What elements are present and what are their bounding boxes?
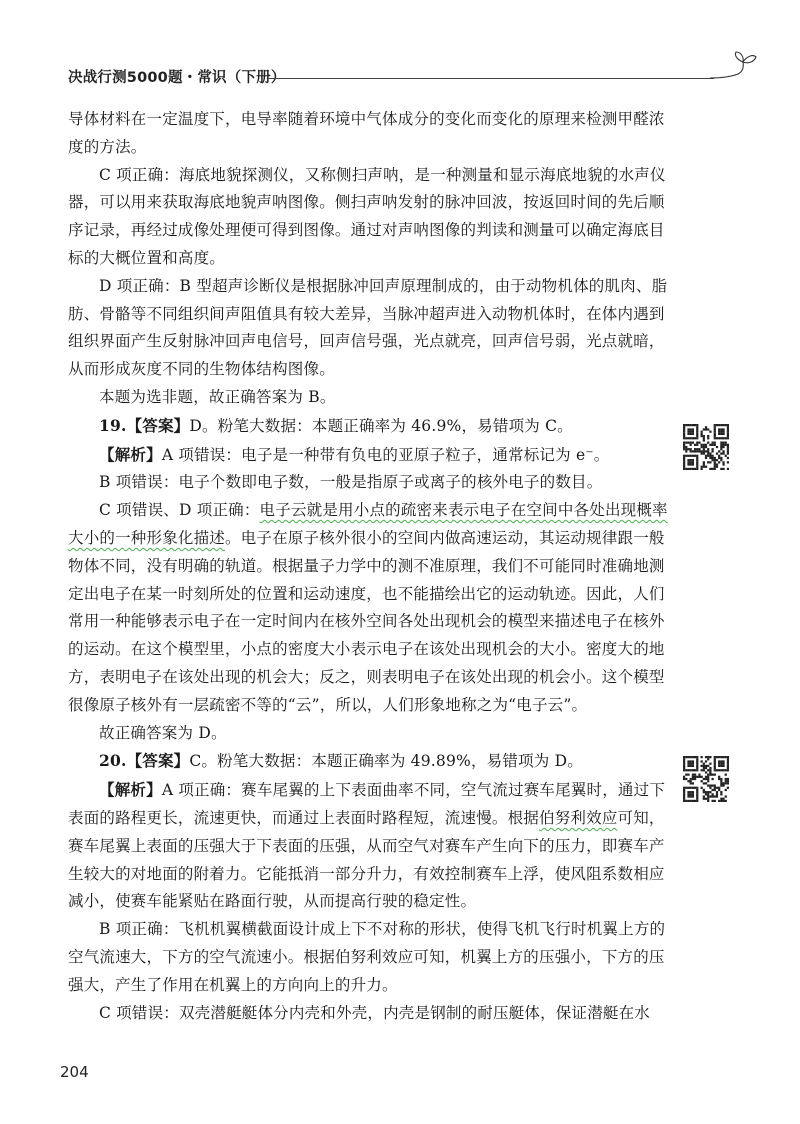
paragraph-text: A 项正确：赛车尾翼的上下表面曲率不同，空气流过赛车尾翼时，通过下表面的路程更长，流速更快，而通过上表面时路程短，流速慢。根据 xyxy=(68,781,666,827)
paragraph-text: C 项正确：海底地貌探测仪，又称侧扫声呐，是一种测量和显示海底地貌的水声仪器，可以用来获取海底地貌声呐图像。侧扫声呐发射的脉冲回波，按返回时间的先后顺序记录，再经过成像处理便可得到图像。通过对声呐图像的判读和测量可以确定海底目标的大概位置和高度。 xyxy=(68,165,666,267)
paragraph-text: C 项错误：双壳潜艇艇体分内壳和外壳，内壳是钢制的耐压艇体，保证潜艇在水 xyxy=(99,1003,650,1022)
paragraph xyxy=(68,469,668,497)
answer-label: 19.【答案】 xyxy=(99,415,190,435)
qr-code-icon[interactable] xyxy=(683,424,729,470)
qr-code-icon[interactable] xyxy=(683,756,729,802)
sprout-icon xyxy=(708,50,758,84)
page-header xyxy=(68,64,758,88)
paragraph xyxy=(68,384,668,412)
paragraph-text: 故正确答案为 D。 xyxy=(99,723,227,742)
header-title: 决战行测5000题・常识（下册） xyxy=(68,70,286,86)
paragraph-text: C 项错误、D 项正确： xyxy=(99,501,260,520)
paragraph-text: 导体材料在一定温度下，电导率随着环境中气体成分的变化而变化的原理来检测甲醛浓度的方法。 xyxy=(68,110,665,156)
paragraph-text: 本题为选非题，故正确答案为 B。 xyxy=(99,387,336,406)
answer-label: 20.【答案】 xyxy=(99,751,190,771)
paragraph xyxy=(68,720,668,748)
paragraph-text: B 项错误：电子个数即电子数，一般是指原子或离子的核外电子的数目。 xyxy=(99,473,603,492)
paragraph xyxy=(68,162,668,273)
main-text xyxy=(68,106,668,1027)
answer-label: 【解析】 xyxy=(99,780,162,800)
paragraph xyxy=(68,747,668,776)
paragraph xyxy=(68,412,668,441)
paragraph xyxy=(68,441,668,470)
paragraph-text: D。粉笔大数据：本题正确率为 46.9%，易错项为 C。 xyxy=(189,416,573,435)
highlighted-text: 电子云就是用小点的疏密来表示电子在空间中各处出现概率大小的一种形象化描述 xyxy=(68,501,668,547)
paragraph-text: B 项正确：飞机机翼横截面设计成上下不对称的形状，使得飞机飞行时机翼上方的空气流速大，下方的空气流速小。根据伯努利效应可知，机翼上方的压强小，下方的压强大，产生了作用在机翼上的方向向上的升力。 xyxy=(68,920,666,994)
answer-label: 【解析】 xyxy=(99,444,162,464)
paragraph xyxy=(68,106,668,162)
paragraph xyxy=(68,497,668,719)
paragraph xyxy=(68,916,668,999)
highlighted-text: 伯努利效应 xyxy=(539,808,618,827)
paragraph xyxy=(68,1000,668,1028)
paragraph xyxy=(68,273,668,384)
paragraph-text: 可知，赛车尾翼上表面的压强大于下表面的压强，从而空气对赛车产生向下的压力，即赛车产生较大的对地面的附着力。它能抵消一部分升力，有效控制赛车上浮，使风阻系数相应减小，使赛车能紧贴在路面行驶，从而提高行驶的稳定性。 xyxy=(68,808,665,911)
paragraph-text: D 项正确：B 型超声诊断仪是根据脉冲回声原理制成的，由于动物机体的肌肉、脂肪、骨骼等不同组织间声阻值具有较大差异，当脉冲超声进入动物机体时，在体内遇到组织界面产生反射脉冲回声电信号，回声信号强，光点就亮，回声信号弱，光点就暗，从而形成灰度不同的生物体结构图像。 xyxy=(68,276,668,379)
page-number: 204 xyxy=(60,1063,89,1081)
paragraph-text: 。电子在原子核外很小的空间内做高速运动，其运动规律跟一般物体不同，没有明确的轨道。根据量子力学中的测不准原理，我们不可能同时准确地测定出电子在某一时刻所处的位置和运动速度，也不能描绘出它的运动轨迹。因此，人们常用一种能够表示电子在一定时间内在核外空间各处出现机会的模型来描述电子在核外的运动。在这个模型里，小点的密度大小表示电子在该处出现机会的大小。密度大的地方，表明电子在该处出现的机会大；反之，则表明电子在该处出现的机会小。这个模型很像原子核外有一层疏密不等的“云”，所以，人们形象地称之为“电子云”。 xyxy=(68,528,665,714)
header-rule xyxy=(268,78,714,79)
paragraph-text: C。粉笔大数据：本题正确率为 49.89%，易错项为 D。 xyxy=(189,752,583,771)
paragraph xyxy=(68,776,668,916)
paragraph-text: A 项错误：电子是一种带有负电的亚原子粒子，通常标记为 e⁻。 xyxy=(161,445,610,464)
